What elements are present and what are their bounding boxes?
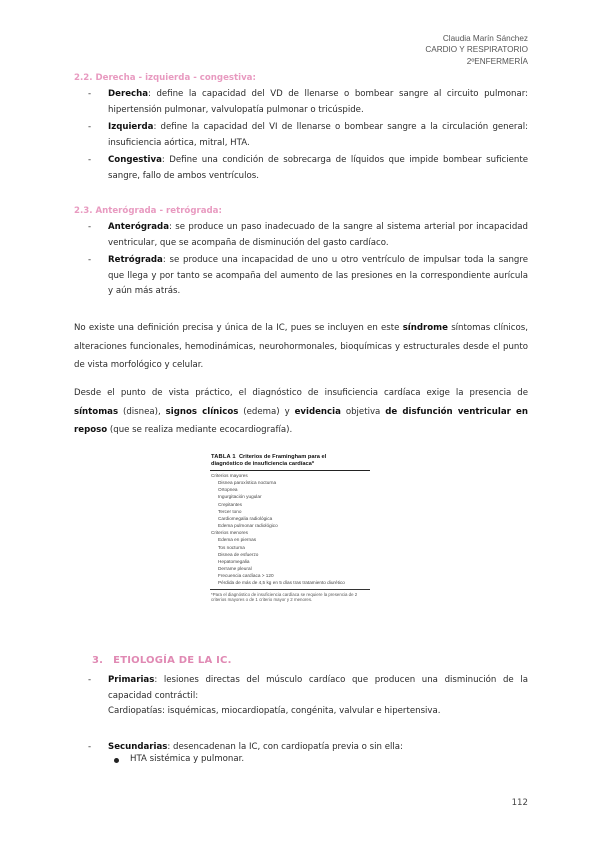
- term: Primarias: [108, 675, 155, 685]
- table-rule: [210, 470, 370, 471]
- table-row: Derrame pleural: [218, 566, 252, 572]
- section-2-2-list: [88, 87, 528, 187]
- examples: Cardiopatías: isquémicas, miocardiopatía, congénita, valvular e hipertensiva.: [108, 706, 441, 717]
- header-subject: CARDIO Y RESPIRATORIO: [425, 45, 528, 55]
- list-item: [88, 673, 528, 720]
- table-row: Ingurgitación yugular: [218, 494, 262, 500]
- minor-criteria-header: Criterios menores: [211, 530, 248, 536]
- definition: : desencadenan la IC, con cardiopatía previa o sin ella:: [167, 742, 403, 752]
- list-item: [88, 120, 528, 151]
- table-title: [210, 454, 370, 468]
- term: Derecha: [108, 89, 149, 99]
- bold-text: síntomas: [74, 406, 119, 417]
- section-3-title: [92, 655, 232, 666]
- table-rule: [210, 589, 370, 590]
- section-title-text: ETIOLOGÍA DE LA IC.: [113, 655, 232, 666]
- section-2-3-title: 2.3. Anterógrada - retrógrada:: [74, 206, 222, 216]
- term: Izquierda: [108, 122, 154, 133]
- text: Desde el punto de vista práctico, el diagnóstico de insuficiencia cardíaca exige la presencia de: [74, 388, 528, 398]
- table-title-line2: diagnóstico de insuficiencia cardíaca*: [211, 461, 315, 467]
- bold-text: síndrome: [402, 323, 448, 333]
- section-2-3-list: [88, 220, 528, 302]
- definition: : se produce una incapacidad de uno u otro ventrículo de impulsar toda la sangre que llega y por tanto se acompaña del aumento de las presiones en la correspondiente aurícula y aún más atrás.: [108, 255, 528, 297]
- text: (disnea),: [118, 406, 166, 417]
- page-header: [425, 33, 528, 67]
- bullet-icon: [114, 758, 119, 763]
- table-row: Hepatomegalia: [218, 558, 250, 564]
- table-row: Ortopnea: [218, 487, 238, 493]
- definition: : define la capacidad del VD de llenarse o bombear sangre al circuito pulmonar: hipertensión pulmonar, valvulopatía pulmonar o tricúspide.: [108, 89, 528, 115]
- list-item: [88, 87, 528, 118]
- section-2-2-title: 2.2. Derecha - izquierda - congestiva:: [74, 73, 256, 83]
- table-row: Tercer tono: [218, 508, 242, 514]
- table-row: Disnea de esfuerzo: [218, 551, 259, 557]
- table-label: TABLA 1: [211, 454, 236, 460]
- bullet-item: HTA sistémica y pulmonar.: [130, 754, 245, 764]
- table-row: Edema en piernas: [218, 537, 257, 543]
- major-criteria-header: Criterios mayores: [211, 473, 248, 478]
- framingham-table-figure: [210, 454, 370, 632]
- definition: : define la capacidad del VI de llenarse o bombear sangre a la circulación general: insuficiencia aórtica, mitral, HTA.: [108, 122, 528, 148]
- bold-text: signos clínicos: [165, 406, 239, 417]
- text: (edema) y: [238, 406, 295, 417]
- text: No existe una definición precisa y única de la IC, pues se incluyen en este: [74, 323, 403, 333]
- term: Secundarias: [108, 742, 168, 752]
- definition: : Define una condición de sobrecarga de líquidos que impide bombear suficiente sangre, fallo de ambos ventrículos.: [108, 155, 528, 181]
- table-footnote: *Para el diagnóstico de insuficiencia cardíaca se requiere la presencia de 2 criterios mayores o de 1 criterio mayor y 2 menores.: [211, 591, 358, 603]
- table-row: Cardiomegalia radiológica: [218, 515, 273, 521]
- definition: : lesiones directas del músculo cardíaco que producen una disminución de la capacidad contráctil:: [108, 675, 528, 701]
- table-row: Edema pulmonar radiológico: [218, 523, 278, 529]
- bold-text: de disfunción ventricular en reposo: [74, 406, 528, 436]
- term: Congestiva: [108, 155, 162, 166]
- text: síntomas clínicos, alteraciones funcionales, hemodinámicas, neurohormonales, bioquímicas y estructurales desde el punto de vista morfológico y celular.: [74, 323, 529, 371]
- table-row: Crepitantes: [218, 501, 242, 507]
- header-course: 2ºENFERMERÍA: [466, 56, 528, 66]
- paragraph-definition: [74, 319, 528, 375]
- page-number: 112: [511, 798, 528, 808]
- table-row: Frecuencia cardíaca > 120: [218, 573, 274, 579]
- list-item: [88, 253, 528, 300]
- table-row: Pérdida de más de 4,5 kg en 5 días tras tratamiento diurético: [218, 580, 345, 586]
- list-item: [88, 153, 528, 184]
- table-title-line1: Criterios de Framingham para el: [238, 454, 327, 460]
- section-number: 3.: [92, 655, 104, 666]
- header-author: Claudia Marín Sánchez: [442, 34, 528, 43]
- table-row: Disnea paroxística nocturna: [218, 480, 277, 486]
- text: objetiva: [340, 406, 386, 417]
- section-3-list: [88, 673, 528, 722]
- term: Retrógrada: [108, 255, 163, 266]
- definition: : se produce un paso inadecuado de la sangre al sistema arterial por incapacidad ventricular, que se acompaña de disminución del gasto cardíaco.: [108, 222, 528, 248]
- table-row: Tos nocturna: [218, 544, 245, 550]
- term: Anterógrada: [108, 222, 169, 232]
- bold-text: evidencia: [294, 406, 341, 417]
- list-item: [88, 220, 528, 251]
- paragraph-diagnosis: [74, 384, 528, 440]
- text: (que se realiza mediante ecocardiografía).: [107, 425, 293, 436]
